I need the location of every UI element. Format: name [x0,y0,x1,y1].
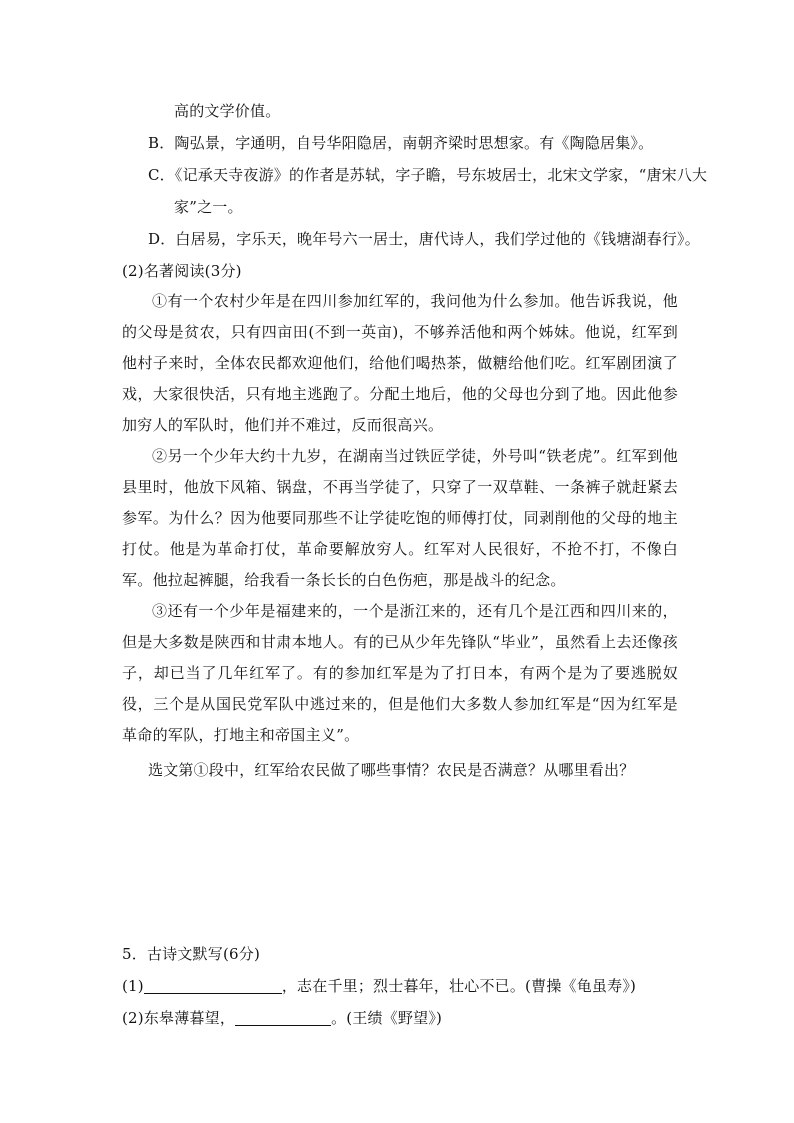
answer-blank-1[interactable] [144,977,282,994]
option-a-continuation: 高的文学价值。 [174,102,281,120]
reading-question: 选文第①段中，红军给农民做了哪些事情？农民是否满意？从哪里看出？ [148,761,635,779]
poetry-q1-text: ，志在千里；烈士暮年，壮心不已。(曹操《龟虽寿》) [281,977,637,995]
poetry-q2-prefix: (2)东皋薄暮望， [122,1009,236,1027]
poetry-heading: 5．古诗文默写(6分) [122,945,260,963]
poetry-question-2 [122,1008,442,1028]
poetry-q1-number: (1) [122,977,144,995]
reading-heading: (2)名著阅读(3分) [122,262,242,280]
reading-paragraph-3: ③还有一个少年是福建来的，一个是浙江来的，还有几个是江西和四川来的，但是大多数是陕西和甘肃本地人。有的已从少年先锋队“毕业”，虽然看上去还像孩子，却已当了几年红军了。有的参加红军是为了打日本，有两个是为了要逃脱奴役，三个是从国民党军队中逃过来的，但是他们大多数人参加红军是“因为红军是革命的军队，打地主和帝国主义”。 [122,602,678,744]
poetry-q2-text: 。(王绩《野望》) [331,1009,443,1027]
option-c-line2: 家”之一。 [174,198,243,216]
option-b: B．陶弘景，字通明，自号华阳隐居，南朝齐梁时思想家。有《陶隐居集》。 [148,134,654,152]
poetry-question-1 [122,976,636,996]
option-d: D．白居易，字乐天，晚年号六一居士，唐代诗人，我们学过他的《钱塘湖春行》。 [148,230,700,248]
answer-blank-2[interactable] [235,1009,331,1026]
option-c-line1: C．《记承天寺夜游》的作者是苏轼，字子瞻，号东坡居士，北宋文学家，“唐宋八大 [148,166,708,184]
reading-paragraph-1: ①有一个农村少年是在四川参加红军的，我问他为什么参加。他告诉我说，他的父母是贫农，只有四亩田(不到一英亩)，不够养活他和两个姊妹。他说，红军到他村子来时，全体农民都欢迎他们，给他们喝热茶，做糖给他们吃。红军剧团演了戏，大家很快活，只有地主逃跑了。分配土地后，他的父母也分到了地。因此他参加穷人的军队时，他们并不难过，反而很高兴。 [122,292,678,434]
reading-paragraph-2: ②另一个少年大约十九岁，在湖南当过铁匠学徒，外号叫“铁老虎”。红军到他县里时，他放下风箱、锅盘，不再当学徒了，只穿了一双草鞋、一条裤子就赶紧去参军。为什么？因为他要同那些不让学徒吃饱的师傅打仗，同剥削他的父母的地主打仗。他是为革命打仗，革命要解放穷人。红军对人民很好，不抢不打，不像白军。他拉起裤腿，给我看一条长长的白色伤疤，那是战斗的纪念。 [122,447,678,589]
